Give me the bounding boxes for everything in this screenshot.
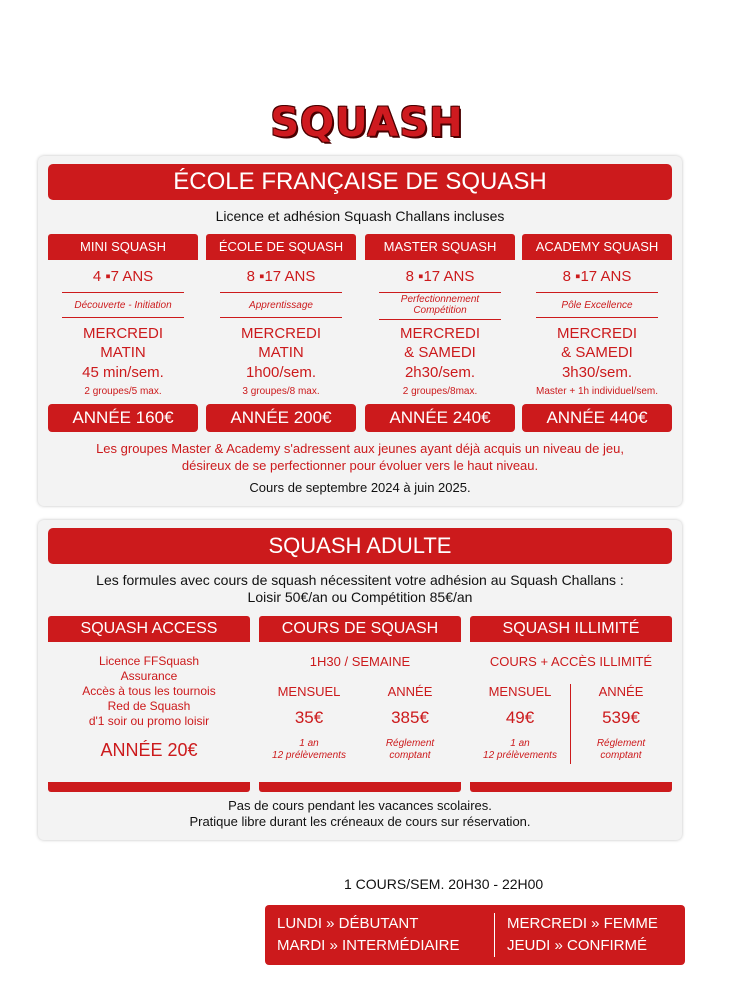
feature-line: d'1 soir ou promo loisir <box>88 714 210 728</box>
yearly-price: 539€ <box>602 708 640 727</box>
ecole-season-note: Cours de septembre 2024 à juin 2025. <box>249 480 471 495</box>
duration: 2h30/sem. <box>404 364 476 381</box>
divider <box>379 319 501 320</box>
day-line-1: MERCREDI <box>240 325 321 342</box>
divider <box>62 317 184 318</box>
monthly-note <box>259 738 359 762</box>
price-badge: ANNÉE 160€ <box>48 404 198 432</box>
yearly-note <box>570 738 672 762</box>
duration: 45 min/sem. <box>82 364 164 381</box>
squash-access-column <box>48 616 250 792</box>
level-label: Découverte - Initiation <box>74 300 172 311</box>
page-title: SQUASH <box>270 100 464 146</box>
ecole-subtitle: Licence et adhésion Squash Challans incluses <box>215 208 505 224</box>
age-range: 8 ▪17 ANS <box>405 268 475 285</box>
schedule-day <box>365 324 515 362</box>
schedule-day <box>522 324 672 362</box>
monthly-note <box>470 738 570 762</box>
feature-line: Red de Squash <box>107 699 191 713</box>
yearly-note-line-2: comptant <box>600 750 642 761</box>
cours-subtitle: 1H30 / SEMAINE <box>309 654 411 669</box>
red-note-line-1: Les groupes Master & Academy s'adressent aux jeunes ayant déjà acquis un niveau de jeu, <box>96 441 624 456</box>
adulte-note-1: Pas de cours pendant les vacances scolaires. <box>228 798 492 813</box>
level-label: Pôle Excellence <box>561 300 633 311</box>
adulte-note-2: Pratique libre durant les créneaux de cours sur réservation. <box>189 814 531 829</box>
level-label-1: Perfectionnement <box>400 294 480 305</box>
schedule-separator <box>494 913 495 957</box>
column-title: MINI SQUASH <box>48 234 198 260</box>
duration: 1h00/sem. <box>245 364 317 381</box>
price-badge: ANNÉE 200€ <box>206 404 356 432</box>
illimite-subtitle: COURS + ACCÈS ILLIMITÉ <box>489 654 653 669</box>
monthly-note-line-2: 12 prélèvements <box>272 750 346 761</box>
access-price: ANNÉE 20€ <box>100 740 198 760</box>
column-footer <box>259 782 461 792</box>
squash-illimite-column <box>470 616 672 792</box>
yearly-price: 385€ <box>391 708 429 727</box>
age-range: 8 ▪17 ANS <box>562 268 632 285</box>
groups: 3 groupes/8 max. <box>242 386 320 397</box>
level-label-2: Compétition <box>413 305 467 316</box>
monthly-note-line-2: 12 prélèvements <box>483 750 557 761</box>
column-title: SQUASH ILLIMITÉ <box>470 616 672 642</box>
yearly-note <box>359 738 461 762</box>
schedule-day <box>206 324 356 362</box>
column-title: SQUASH ACCESS <box>48 616 250 642</box>
adulte-subtitle-1: Les formules avec cours de squash nécessitent votre adhésion au Squash Challans : <box>96 572 624 588</box>
schedule-box <box>265 905 685 965</box>
duration: 3h30/sem. <box>561 364 633 381</box>
monthly-note-line-1: 1 an <box>299 738 319 749</box>
schedule-day <box>48 324 198 362</box>
price-badge: ANNÉE 440€ <box>522 404 672 432</box>
cours-squash-column <box>259 616 461 792</box>
schedule-title: 1 COURS/SEM. 20H30 - 22H00 <box>344 876 544 892</box>
day-line-1: MERCREDI <box>556 325 637 342</box>
day-line-2: MATIN <box>258 344 304 361</box>
yearly-note-line-1: Réglement <box>385 738 435 749</box>
day-line-1: MERCREDI <box>82 325 163 342</box>
day-line-1: MERCREDI <box>399 325 480 342</box>
day-line-2: & SAMEDI <box>561 344 633 361</box>
schedule-thursday: JEUDI » CONFIRMÉ <box>507 937 648 954</box>
groups: 2 groupes/5 max. <box>84 386 162 397</box>
feature-line: Licence FFSquash <box>98 654 200 668</box>
monthly-note-line-1: 1 an <box>510 738 530 749</box>
divider <box>220 292 342 293</box>
column-footer <box>470 782 672 792</box>
divider <box>379 292 501 293</box>
divider <box>536 292 658 293</box>
red-note-line-2: désireux de se perfectionner pour évoluer vers le haut niveau. <box>181 458 539 473</box>
adulte-banner: SQUASH ADULTE <box>48 528 672 564</box>
ecole-banner: ÉCOLE FRANÇAISE DE SQUASH <box>48 164 672 200</box>
column-title: COURS DE SQUASH <box>259 616 461 642</box>
yearly-note-line-1: Réglement <box>596 738 646 749</box>
monthly-price: 35€ <box>294 708 324 727</box>
schedule-wednesday: MERCREDI » FEMME <box>507 915 658 932</box>
adulte-card <box>38 520 682 840</box>
price-badge: ANNÉE 240€ <box>365 404 515 432</box>
monthly-price: 49€ <box>505 708 535 727</box>
schedule-monday: LUNDI » DÉBUTANT <box>277 915 419 932</box>
day-line-2: MATIN <box>100 344 146 361</box>
adulte-subtitle-2: Loisir 50€/an ou Compétition 85€/an <box>247 589 473 605</box>
monthly-label: MENSUEL <box>277 684 341 699</box>
age-range: 4 ▪7 ANS <box>92 268 154 285</box>
divider <box>62 292 184 293</box>
ecole-card <box>38 156 682 506</box>
feature-line: Assurance <box>120 669 178 683</box>
column-footer <box>48 782 250 792</box>
divider <box>220 317 342 318</box>
access-features <box>48 654 250 729</box>
yearly-label: ANNÉE <box>387 684 433 699</box>
monthly-label: MENSUEL <box>488 684 552 699</box>
day-line-2: & SAMEDI <box>404 344 476 361</box>
column-title: ÉCOLE DE SQUASH <box>206 234 356 260</box>
column-title: MASTER SQUASH <box>365 234 515 260</box>
groups: 2 groupes/8max. <box>402 386 478 397</box>
column-title: ACADEMY SQUASH <box>522 234 672 260</box>
feature-line: Accès à tous les tournois <box>82 684 216 698</box>
age-range: 8 ▪17 ANS <box>246 268 316 285</box>
divider <box>536 317 658 318</box>
yearly-note-line-2: comptant <box>389 750 431 761</box>
ecole-red-note <box>38 440 682 474</box>
yearly-label: ANNÉE <box>598 684 644 699</box>
schedule-tuesday: MARDI » INTERMÉDIAIRE <box>277 937 460 954</box>
level-label: Apprentissage <box>249 300 313 311</box>
groups: Master + 1h individuel/sem. <box>535 386 658 397</box>
